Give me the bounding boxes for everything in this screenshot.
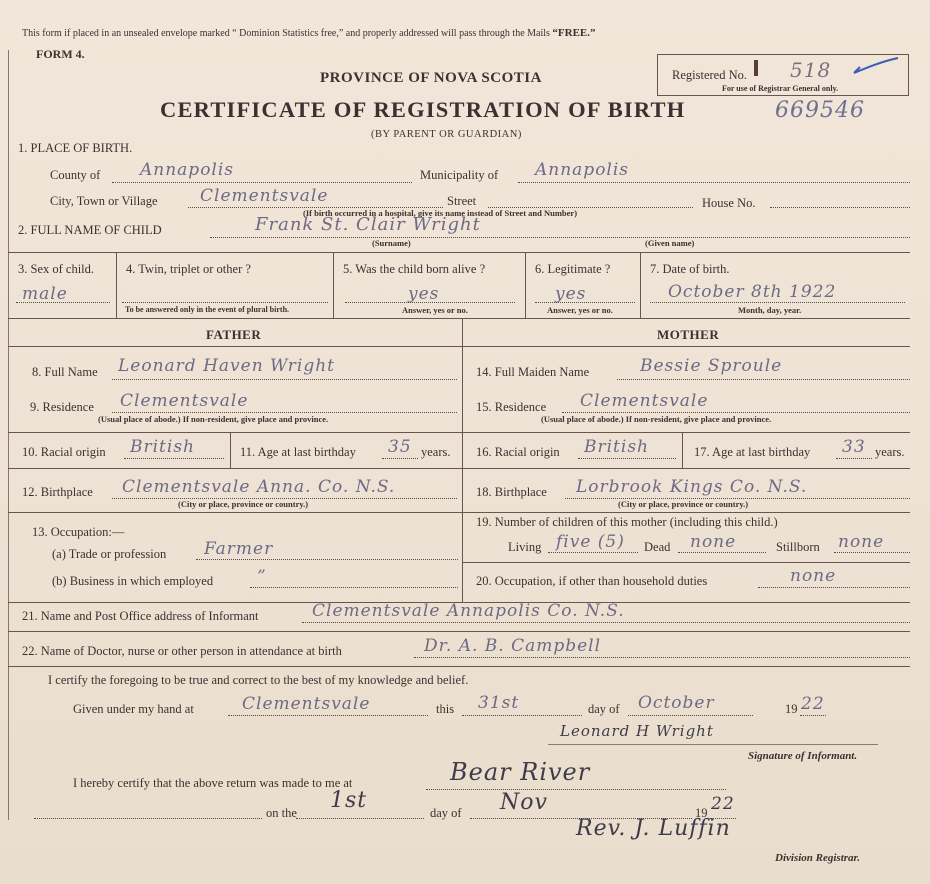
- mother-age-label: 17. Age at last birthday: [694, 445, 811, 459]
- registrar-year-value: 22: [711, 794, 735, 814]
- mother-dead-value: none: [690, 532, 737, 552]
- mother-age-value: 33: [842, 437, 866, 457]
- house-line: [770, 207, 910, 208]
- municipality-line: [518, 182, 910, 183]
- mother-birthplace-label: 18. Birthplace: [476, 485, 547, 499]
- father-birthplace-value: Clementsvale Anna. Co. N.S.: [122, 477, 396, 497]
- father-residence-label: 9. Residence: [30, 400, 94, 414]
- given-this-label: this: [436, 702, 455, 716]
- registrar-general-number: 669546: [775, 98, 865, 123]
- informant-line: [302, 622, 910, 623]
- mother-residence-value: Clementsvale: [580, 391, 709, 411]
- house-label: House No.: [702, 196, 756, 210]
- mother-name-value: Bessie Sproule: [640, 356, 783, 376]
- registrar-leading-line: [34, 818, 262, 819]
- sex-label: 3. Sex of child.: [18, 262, 95, 276]
- staple-mark: [754, 60, 758, 76]
- street-note: (If birth occurred in a hospital, give its name instead of Street and Number): [303, 208, 578, 218]
- father-age-years: years.: [421, 445, 451, 459]
- father-residence-value: Clementsvale: [120, 391, 249, 411]
- city-value: Clementsvale: [200, 186, 329, 206]
- registrar-day-value: 1st: [330, 788, 368, 813]
- father-business-value: ”: [257, 567, 267, 587]
- page-title: CERTIFICATE OF REGISTRATION OF BIRTH: [160, 97, 686, 122]
- mother-birthplace-note: (City or place, province or country.): [618, 499, 749, 509]
- rule-row3-v1: [116, 252, 117, 318]
- frame-left-rule: [8, 50, 9, 820]
- informant-value: Clementsvale Annapolis Co. N.S.: [312, 601, 625, 621]
- mother-name-line: [617, 379, 910, 380]
- father-trade-line: [196, 559, 458, 560]
- father-business-label: (b) Business in which employed: [52, 574, 214, 588]
- twin-note: To be answered only in the event of plural birth.: [125, 305, 290, 314]
- county-value: Annapolis: [140, 160, 235, 180]
- given-at-label: Given under my hand at: [73, 702, 194, 716]
- surname-note: (Surname): [372, 238, 411, 248]
- mother-living-value: five (5): [556, 532, 625, 552]
- father-name-value: Leonard Haven Wright: [118, 356, 335, 376]
- informant-signature-rule: [548, 744, 878, 745]
- dob-value: October 8th 1922: [668, 282, 837, 302]
- registrar-day-line: [296, 818, 424, 819]
- alive-line: [345, 302, 515, 303]
- registration-note: For use of Registrar General only.: [722, 84, 839, 93]
- twin-label: 4. Twin, triplet or other ?: [126, 262, 251, 276]
- rule-row3-v3: [525, 252, 526, 318]
- father-business-line: [250, 587, 458, 588]
- mother-dead-line: [678, 552, 766, 553]
- father-race-value: British: [130, 437, 195, 457]
- postal-notice: [22, 27, 596, 39]
- mother-name-label: 14. Full Maiden Name: [476, 365, 590, 379]
- registrar-year-prefix: 19: [695, 806, 708, 820]
- child-name-line: [210, 237, 910, 238]
- rule-occupation-top: [8, 512, 910, 513]
- registrar-place-line: [426, 789, 726, 790]
- rule-center-divider: [462, 318, 463, 602]
- rule-mother-age-divider: [682, 432, 683, 468]
- father-occupation-label: 13. Occupation:—: [32, 525, 125, 539]
- father-race-label: 10. Racial origin: [22, 445, 106, 459]
- father-trade-value: Farmer: [204, 539, 274, 559]
- mother-living-label: Living: [508, 540, 542, 554]
- alive-note: Answer, yes or no.: [402, 305, 468, 315]
- given-day-line: [462, 715, 582, 716]
- postal-notice-free: “FREE.”: [552, 27, 596, 39]
- father-race-line: [124, 458, 224, 459]
- mother-stillborn-label: Stillborn: [776, 540, 820, 554]
- alive-value: yes: [408, 284, 440, 304]
- mother-birthplace-value: Lorbrook Kings Co. N.S.: [576, 477, 808, 497]
- doctor-value: Dr. A. B. Campbell: [424, 636, 602, 656]
- rule-mother-occupation-top: [462, 562, 910, 563]
- mother-occupation-label: 20. Occupation, if other than household duties: [476, 574, 708, 588]
- twin-line: [122, 302, 328, 303]
- given-at-value: Clementsvale: [242, 694, 371, 714]
- pen-check-mark: [852, 56, 900, 76]
- doctor-line: [414, 657, 910, 658]
- legitimate-line: [535, 302, 635, 303]
- given-day-of-label: day of: [588, 702, 620, 716]
- given-month-value: October: [638, 693, 715, 713]
- informant-signature: Leonard H Wright: [560, 722, 714, 740]
- registrar-signature: Rev. J. Luffin: [576, 816, 731, 841]
- mother-heading: MOTHER: [657, 327, 720, 342]
- father-residence-note: (Usual place of abode.) If non-resident, give place and province.: [98, 414, 329, 424]
- registration-number: 518: [790, 58, 832, 82]
- rule-row3-v4: [640, 252, 641, 318]
- registrar-signature-label: Division Registrar.: [775, 852, 860, 864]
- mother-stillborn-value: none: [838, 532, 885, 552]
- father-heading: FATHER: [206, 327, 262, 342]
- mother-race-value: British: [584, 437, 649, 457]
- certify-statement: I certify the foregoing to be true and correct to the best of my knowledge and belief.: [48, 673, 469, 687]
- registrar-statement: I hereby certify that the above return was made to me at: [73, 776, 353, 790]
- rule-row3-v2: [333, 252, 334, 318]
- rule-certify-top: [8, 666, 910, 667]
- mother-race-line: [578, 458, 676, 459]
- given-month-line: [628, 715, 753, 716]
- given-day-value: 31st: [478, 693, 520, 713]
- county-label: County of: [50, 168, 101, 182]
- father-age-line: [382, 458, 418, 459]
- registrar-month-value: Nov: [500, 790, 548, 815]
- mother-occupation-line: [758, 587, 910, 588]
- city-label: City, Town or Village: [50, 194, 158, 208]
- mother-age-line: [836, 458, 872, 459]
- mother-children-label: 19. Number of children of this mother (including this child.): [476, 515, 778, 529]
- doctor-label: 22. Name of Doctor, nurse or other person in attendance at birth: [22, 644, 342, 658]
- legitimate-label: 6. Legitimate ?: [535, 262, 611, 276]
- dob-note: Month, day, year.: [738, 305, 802, 315]
- legitimate-value: yes: [555, 284, 587, 304]
- dob-label: 7. Date of birth.: [650, 262, 730, 276]
- rule-race-top: [8, 432, 910, 433]
- rule-doctor-top: [8, 631, 910, 632]
- rule-birthplace-top: [8, 468, 910, 469]
- father-residence-line: [112, 412, 457, 413]
- mother-race-label: 16. Racial origin: [476, 445, 560, 459]
- place-of-birth-heading: 1. PLACE OF BIRTH.: [18, 141, 133, 155]
- municipality-value: Annapolis: [535, 160, 630, 180]
- given-at-line: [228, 715, 428, 716]
- father-birthplace-note: (City or place, province or country.): [178, 499, 309, 509]
- rule-row3-top: [8, 252, 910, 253]
- father-birthplace-label: 12. Birthplace: [22, 485, 93, 499]
- registration-label: Registered No.: [672, 68, 747, 82]
- given-name-note: (Given name): [645, 238, 695, 248]
- form-number: FORM 4.: [36, 47, 85, 61]
- given-year-value: 22: [801, 694, 825, 714]
- mother-residence-label: 15. Residence: [476, 400, 547, 414]
- county-line: [112, 182, 412, 183]
- mother-stillborn-line: [834, 552, 910, 553]
- registrar-on-the-label: on the: [266, 806, 297, 820]
- child-name-value: Frank St. Clair Wright: [255, 214, 481, 235]
- rule-father-age-divider: [230, 432, 231, 468]
- rule-row3-bottom: [8, 318, 910, 319]
- province-heading: PROVINCE OF NOVA SCOTIA: [320, 70, 542, 86]
- sex-value: male: [22, 284, 68, 304]
- mother-dead-label: Dead: [644, 540, 671, 554]
- given-year-prefix: 19: [785, 702, 798, 716]
- legitimate-note: Answer, yes or no.: [547, 305, 613, 315]
- page-subtitle: (BY PARENT OR GUARDIAN): [371, 129, 522, 140]
- registrar-day-of-label: day of: [430, 806, 462, 820]
- informant-signature-label: Signature of Informant.: [748, 750, 858, 762]
- father-name-label: 8. Full Name: [32, 365, 98, 379]
- father-age-label: 11. Age at last birthday: [240, 445, 356, 459]
- mother-residence-line: [562, 412, 910, 413]
- sex-line: [16, 302, 110, 303]
- alive-label: 5. Was the child born alive ?: [343, 262, 486, 276]
- rule-parents-header-bottom: [8, 346, 910, 347]
- father-age-value: 35: [388, 437, 412, 457]
- mother-residence-note: (Usual place of abode.) If non-resident, give place and province.: [541, 414, 772, 424]
- dob-line: [650, 302, 905, 303]
- given-year-line: [800, 715, 826, 716]
- father-trade-label: (a) Trade or profession: [52, 547, 167, 561]
- municipality-label: Municipality of: [420, 168, 499, 182]
- mother-living-line: [548, 552, 638, 553]
- mother-age-years: years.: [875, 445, 905, 459]
- informant-label: 21. Name and Post Office address of Informant: [22, 609, 259, 623]
- street-label: Street: [447, 194, 477, 208]
- postal-notice-text: This form if placed in an unsealed envelope marked “ Dominion Statistics free,” and properly addressed will pass through the Mails: [22, 28, 550, 39]
- registrar-place-value: Bear River: [450, 758, 591, 786]
- mother-occupation-value: none: [790, 566, 837, 586]
- father-name-line: [112, 379, 457, 380]
- child-name-label: 2. FULL NAME OF CHILD: [18, 223, 162, 237]
